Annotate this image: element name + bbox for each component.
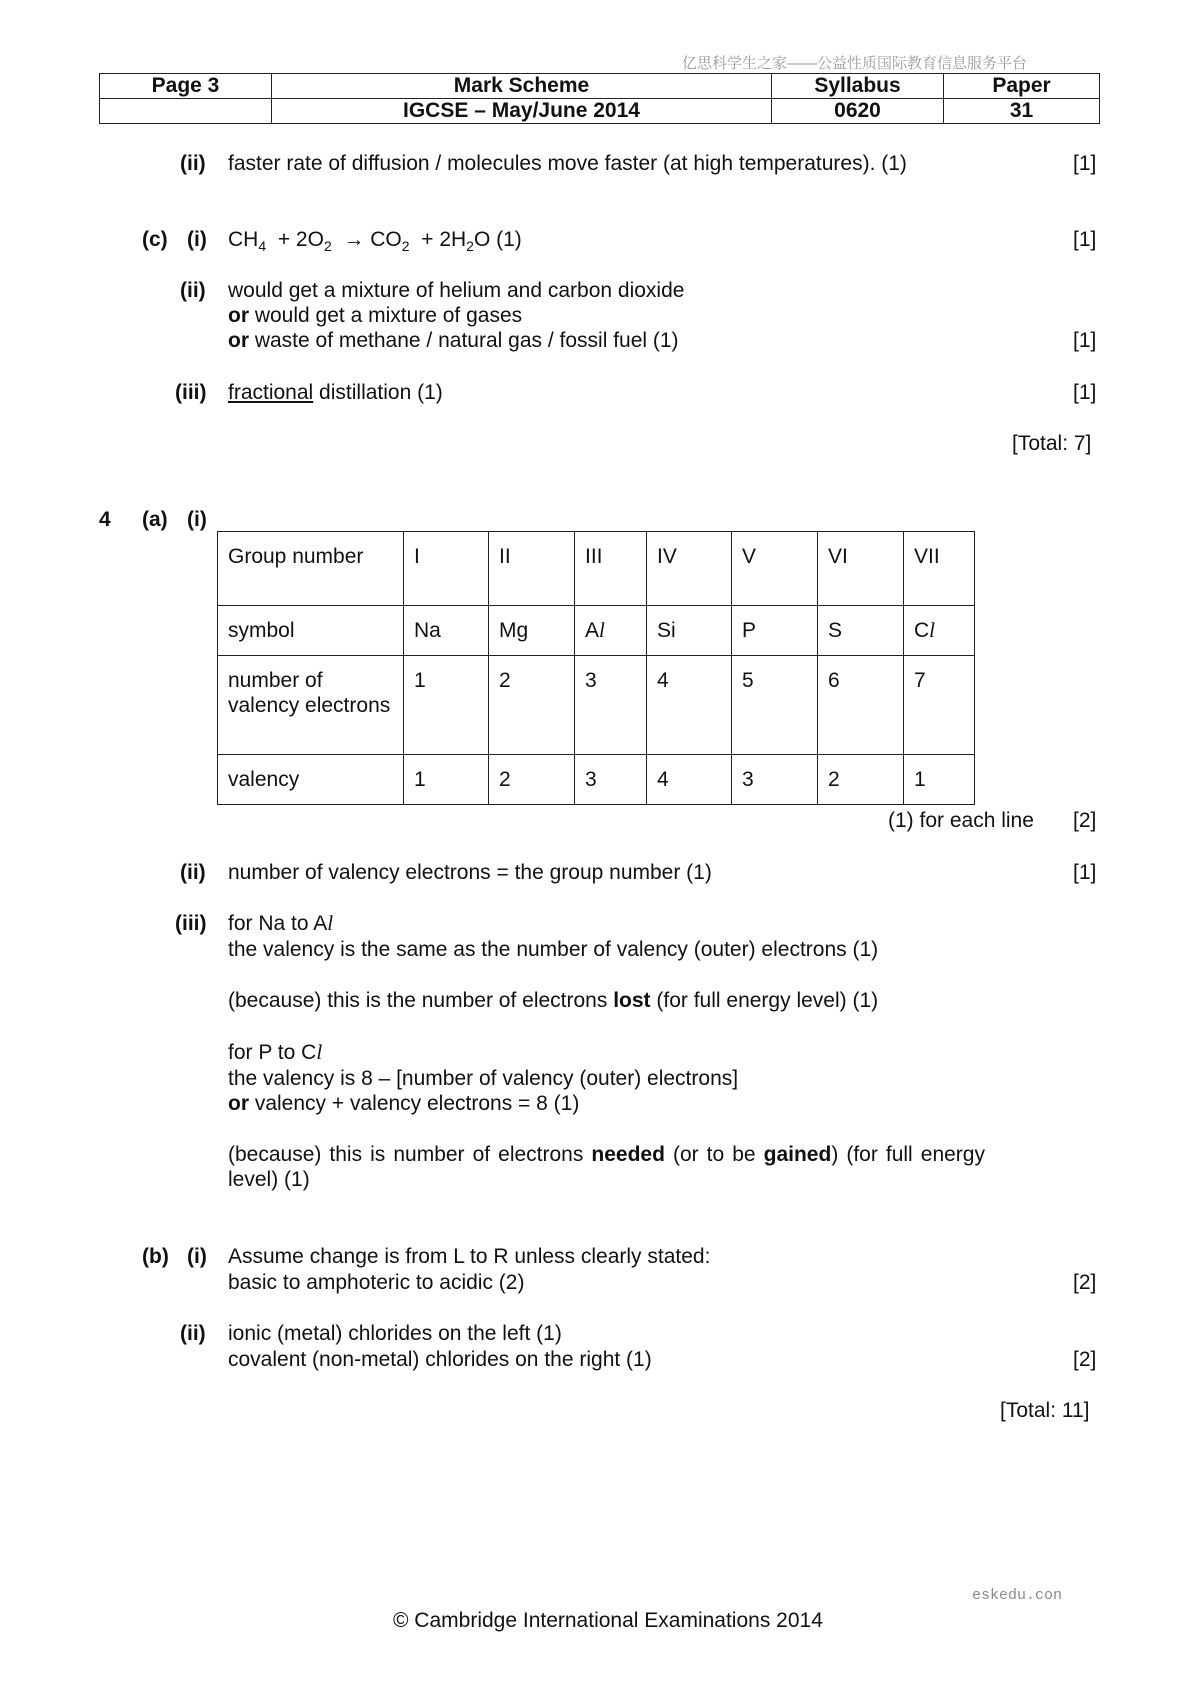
electrons-cell: 5	[732, 656, 818, 755]
q4b-ii-line1: ionic (metal) chlorides on the left (1)	[228, 1322, 562, 1345]
q4b-part-label: (b)	[142, 1245, 169, 1268]
q4b-i-line1: Assume change is from L to R unless clearly stated:	[228, 1245, 711, 1268]
valency-cell: 1	[904, 755, 975, 805]
q4b-i-mark: [2]	[1073, 1271, 1097, 1294]
symbol-cell: Si	[647, 606, 732, 656]
footer-site: eskedu.con	[972, 1587, 1063, 1604]
q3c-ii-line1: would get a mixture of helium and carbon dioxide	[228, 279, 685, 302]
group-cell: V	[732, 532, 818, 606]
q3c-i-equation: $CH_4 + 2O_2 \to CO_2 + 2H_2O$ (1)	[228, 228, 522, 255]
q4a-iii-label: (iii)	[175, 912, 207, 935]
q4a-part-label: (a)	[142, 508, 168, 531]
q4a-iii-for-p: for P to Cl	[228, 1040, 323, 1064]
group-cell: VI	[818, 532, 904, 606]
q4a-ii-answer: number of valency electrons = the group number (1)	[228, 861, 712, 884]
symbol-cell: Cl	[904, 606, 975, 656]
q4a-i-note: (1) for each line	[888, 809, 1034, 832]
q3b-ii-answer: faster rate of diffusion / molecules move faster (at high temperatures). (1)	[228, 152, 907, 175]
electrons-cell: 4	[647, 656, 732, 755]
electrons-cell: 6	[818, 656, 904, 755]
q4b-i-line2: basic to amphoteric to acidic (2)	[228, 1271, 525, 1294]
q4a-i-label: (i)	[187, 508, 207, 531]
q4b-ii-line2: covalent (non-metal) chlorides on the right (1)	[228, 1348, 652, 1371]
q4a-iii-na-line: the valency is the same as the number of valency (outer) electrons (1)	[228, 938, 879, 961]
valency-cell: 4	[647, 755, 732, 805]
row-header-group: Group number	[218, 532, 404, 606]
symbol-cell: Mg	[489, 606, 575, 656]
q3b-ii-mark: [1]	[1073, 152, 1097, 175]
q3c-ii-line2: or would get a mixture of gases	[228, 304, 523, 327]
q3c-i-label: (i)	[187, 228, 207, 251]
valency-cell: 2	[489, 755, 575, 805]
footer-copyright: © Cambridge International Examinations 2014	[393, 1609, 823, 1632]
q4b-ii-mark: [2]	[1073, 1348, 1097, 1371]
q4-total: [Total: 11]	[1000, 1399, 1090, 1422]
group-cell: III	[575, 532, 647, 606]
q4a-iii-p-line: the valency is 8 – [number of valency (outer) electrons]	[228, 1067, 739, 1090]
electrons-cell: 1	[404, 656, 489, 755]
table-row	[218, 656, 975, 755]
q3-total: [Total: 7]	[1012, 432, 1092, 455]
watermark-text: 亿思科学生之家——公益性质国际教育信息服务平台	[682, 55, 1028, 72]
q4-number: 4	[99, 508, 111, 531]
valency-table	[217, 531, 975, 805]
group-cell: VII	[904, 532, 975, 606]
doc-title: Mark Scheme	[272, 74, 772, 99]
q4b-ii-label: (ii)	[180, 1322, 206, 1345]
group-cell: IV	[647, 532, 732, 606]
syllabus-label: Syllabus	[772, 74, 944, 99]
electrons-cell: 2	[489, 656, 575, 755]
row-header-symbol: symbol	[218, 606, 404, 656]
symbol-cell: Al	[575, 606, 647, 656]
q4a-iii-because-lost: (because) this is the number of electrons lost (for full energy level) (1)	[228, 989, 879, 1012]
valency-cell: 2	[818, 755, 904, 805]
symbol-cell: S	[818, 606, 904, 656]
exam-session: IGCSE – May/June 2014	[272, 99, 772, 124]
q4a-ii-mark: [1]	[1073, 861, 1097, 884]
table-row	[218, 532, 975, 606]
group-cell: I	[404, 532, 489, 606]
valency-cell: 3	[575, 755, 647, 805]
q4a-iii-for-na: for Na to Al	[228, 911, 334, 935]
q3c-i-mark: [1]	[1073, 228, 1097, 251]
q3c-iii-mark: [1]	[1073, 381, 1097, 404]
q4a-ii-label: (ii)	[180, 861, 206, 884]
q3c-iii-label: (iii)	[175, 381, 207, 404]
paper-label: Paper	[944, 74, 1100, 99]
q4a-iii-because-needed: (because) this is number of electrons needed (or to be gained) (for full energy level) (1)	[228, 1143, 985, 1191]
q3b-ii-label: (ii)	[180, 152, 206, 175]
q3c-ii-mark: [1]	[1073, 329, 1097, 352]
symbol-cell: P	[732, 606, 818, 656]
q4a-i-mark: [2]	[1073, 809, 1097, 832]
q3c-iii-answer: fractional distillation (1)	[228, 381, 443, 404]
electrons-cell: 7	[904, 656, 975, 755]
group-cell: II	[489, 532, 575, 606]
page-number: Page 3	[100, 74, 272, 99]
header-table	[99, 73, 1100, 124]
row-header-valency: valency	[218, 755, 404, 805]
paper-code: 31	[944, 99, 1100, 124]
syllabus-code: 0620	[772, 99, 944, 124]
table-row	[218, 606, 975, 656]
q3c-ii-label: (ii)	[180, 279, 206, 302]
table-row	[218, 755, 975, 805]
q4b-i-label: (i)	[187, 1245, 207, 1268]
q3c-ii-line3: or waste of methane / natural gas / fossil fuel (1)	[228, 329, 679, 352]
electrons-cell: 3	[575, 656, 647, 755]
q3c-part-label: (c)	[142, 228, 168, 251]
row-header-electrons: number of valency electrons	[218, 656, 404, 755]
symbol-cell: Na	[404, 606, 489, 656]
q4a-iii-p-or-line: or valency + valency electrons = 8 (1)	[228, 1092, 580, 1115]
valency-cell: 1	[404, 755, 489, 805]
valency-cell: 3	[732, 755, 818, 805]
